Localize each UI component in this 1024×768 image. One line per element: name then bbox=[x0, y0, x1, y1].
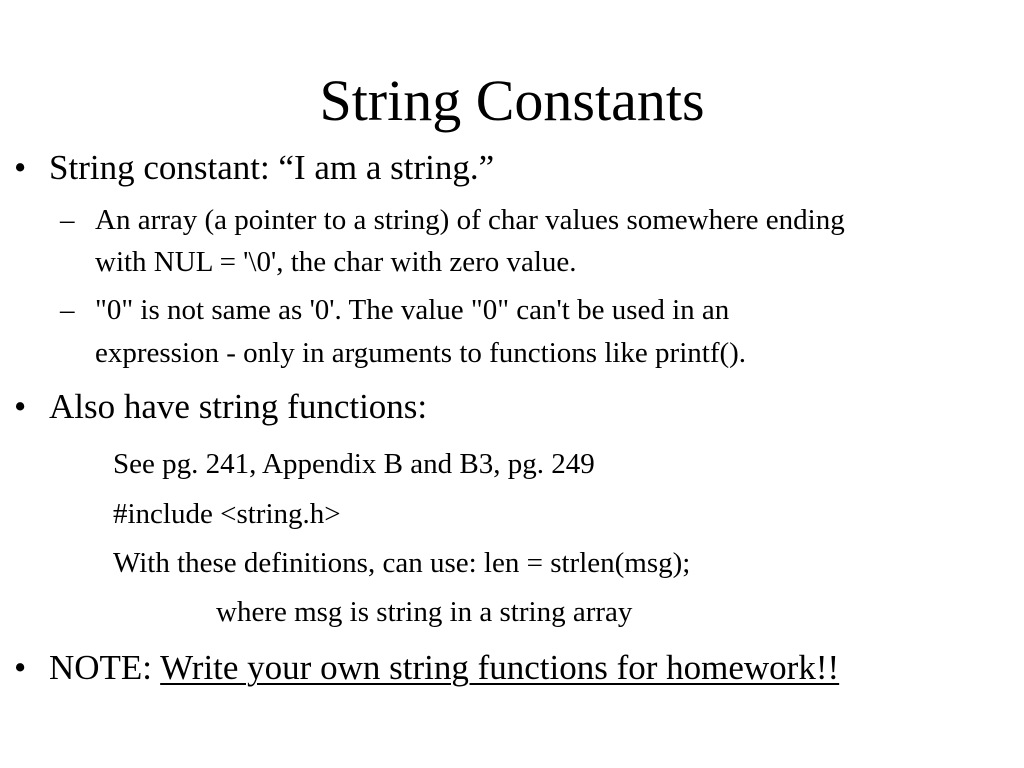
bullet-marker: • bbox=[14, 148, 27, 187]
bullet-marker: • bbox=[14, 387, 27, 426]
strlen-line: With these definitions, can use: len = strlen(msg); bbox=[113, 547, 691, 579]
bullet-string-constant: String constant: “I am a string.” bbox=[49, 148, 495, 187]
note-prefix: NOTE: bbox=[49, 648, 161, 687]
homework-note: Write your own string functions for homework!! bbox=[160, 648, 840, 687]
sub-bullet-marker: – bbox=[60, 204, 75, 236]
sub-bullet-marker: – bbox=[60, 294, 75, 326]
reference-line: See pg. 241, Appendix B and B3, pg. 249 bbox=[113, 448, 595, 480]
bullet-marker: • bbox=[14, 648, 27, 687]
sub-bullet-array-line2: with NUL = '\0', the char with zero value. bbox=[95, 246, 577, 278]
sub-bullet-zero-line2: expression - only in arguments to functions like printf(). bbox=[95, 337, 747, 369]
include-line: #include <string.h> bbox=[113, 498, 341, 530]
bullet-note bbox=[49, 648, 839, 688]
sub-bullet-zero-line1: "0" is not same as '0'. The value "0" can't be used in an bbox=[95, 294, 730, 326]
sub-bullet-array-line1: An array (a pointer to a string) of char values somewhere ending bbox=[95, 204, 845, 236]
msg-note-line: where msg is string in a string array bbox=[216, 596, 633, 628]
bullet-string-functions: Also have string functions: bbox=[49, 387, 428, 426]
slide-title: String Constants bbox=[319, 68, 705, 133]
